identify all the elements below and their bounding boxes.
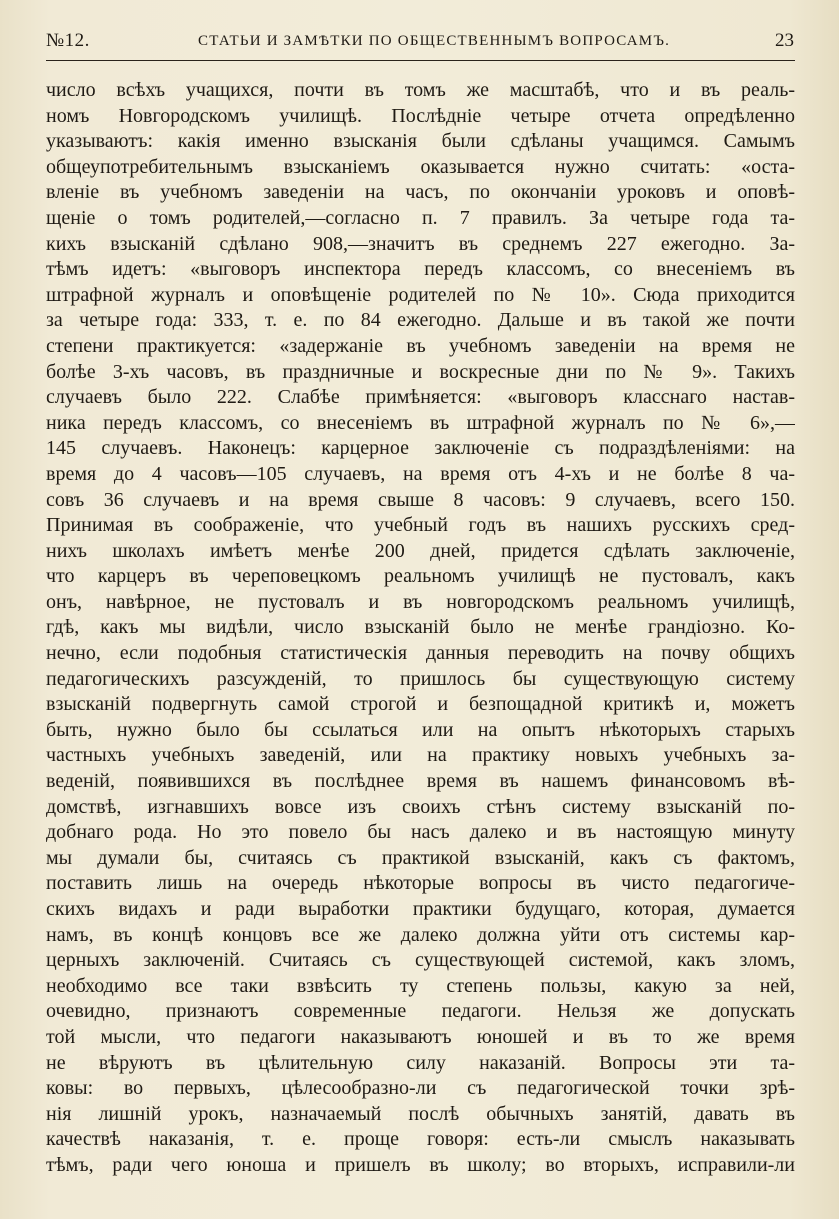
- text-line: тѣмъ идетъ: «выговоръ инспектора передъ классомъ, со внесеніемъ въ: [46, 258, 795, 281]
- text-line: кихъ взысканій сдѣлано 908,—значитъ въ среднемъ 227 ежегодно. За-: [46, 232, 795, 255]
- text-line: 145 случаевъ. Наконецъ: карцерное заключеніе съ подраздѣленіями: на: [46, 437, 795, 460]
- text-line: штрафной журналъ и оповѣщеніе родителей по № 10». Сюда приходится: [46, 283, 795, 306]
- text-line: мы думали бы, считаясь съ практикой взысканій, какъ съ фактомъ,: [46, 846, 795, 869]
- text-line: болѣе 3-хъ часовъ, въ праздничные и воскресные дни по № 9». Такихъ: [46, 360, 795, 383]
- running-header: [46, 30, 794, 58]
- text-line: частныхъ учебныхъ заведеній, или на практику новыхъ учебныхъ за-: [46, 744, 795, 767]
- text-line: общеупотребительнымъ взысканіемъ оказывается нужно считать: «оста-: [46, 155, 795, 178]
- text-line: необходимо все таки взвѣсить ту степень пользы, какую за ней,: [46, 974, 795, 997]
- text-line: гдѣ, какъ мы видѣли, число взысканій было не менѣе грандіозно. Ко-: [46, 616, 795, 639]
- text-line: за четыре года: 333, т. е. по 84 ежегодно. Дальше и въ такой же почти: [46, 309, 795, 332]
- header-title: СТАТЬИ И ЗАМѢТКИ ПО ОБЩЕСТВЕННЫМЪ ВОПРОСАМЪ.: [198, 33, 671, 49]
- text-line: педагогическихъ разсужденій, то пришлось бы существующую систему: [46, 667, 795, 690]
- text-line: веденій, появившихся въ послѣднее время въ нашемъ финансовомъ вѣ-: [46, 770, 795, 793]
- text-line: тѣмъ, ради чего юноша и пришелъ въ школу; во вторыхъ, исправили-ли: [46, 1153, 795, 1176]
- page-number: 23: [775, 30, 794, 51]
- text-line: скихъ видахъ и ради выработки практики будущаго, которая, думается: [46, 898, 795, 920]
- text-line: взысканій подвергнуть самой строгой и безпощадной критикѣ и, можетъ: [46, 693, 795, 716]
- text-line: церныхъ заключеній. Считаясь съ существующей системой, какъ зломъ,: [46, 949, 795, 972]
- text-line: ковы: во первыхъ, цѣлесообразно-ли съ педагогической точки зрѣ-: [46, 1077, 795, 1100]
- text-line: Принимая въ соображеніе, что учебный годъ въ нашихъ русскихъ сред-: [46, 514, 795, 537]
- body-text: [46, 78, 795, 1179]
- issue-number: №12.: [46, 30, 90, 51]
- text-line: что карцеръ въ череповецкомъ реальномъ училищѣ не пустовалъ, какъ: [46, 565, 795, 588]
- text-line: совъ 36 случаевъ и на время свыше 8 часовъ: 9 случаевъ, всего 150.: [46, 488, 795, 511]
- text-line: щеніе о томъ родителей,—согласно п. 7 правилъ. За четыре года та-: [46, 206, 795, 229]
- text-line: ника передъ классомъ, со внесеніемъ въ штрафной журналъ по № 6»,—: [46, 411, 795, 434]
- text-line: очевидно, признаютъ современные педагоги. Нельзя же допускать: [46, 1000, 795, 1023]
- text-line: указываютъ: какія именно взысканія были сдѣланы учащимся. Самымъ: [46, 130, 795, 153]
- text-line: той мысли, что педагоги наказываютъ юношей и въ то же время: [46, 1025, 795, 1048]
- text-line: нія лишній урокъ, назначаемый послѣ обычныхъ занятій, давать въ: [46, 1102, 795, 1125]
- text-line: добнаго рода. Но это повело бы насъ далеко и въ настоящую минуту: [46, 821, 795, 844]
- text-line: нечно, если подобныя статистическія данныя переводить на почву общихъ: [46, 642, 795, 665]
- text-line: случаевъ было 222. Слабѣе примѣняется: «выговоръ класснаго настав-: [46, 386, 795, 409]
- text-line: степени практикуется: «задержаніе въ учебномъ заведеніи на время не: [46, 334, 795, 357]
- text-line: быть, нужно было бы ссылаться или на опытъ нѣкоторыхъ старыхъ: [46, 718, 795, 741]
- text-line: домствѣ, изгнавшихъ вовсе изъ своихъ стѣнъ систему взысканій по-: [46, 795, 795, 818]
- text-line: нихъ школахъ имѣетъ менѣе 200 дней, придется сдѣлать заключеніе,: [46, 539, 795, 562]
- text-line: число всѣхъ учащихся, почти въ томъ же масштабѣ, что и въ реаль-: [46, 79, 795, 101]
- text-line: намъ, въ концѣ концовъ все же далеко должна уйти отъ системы кар-: [46, 923, 795, 946]
- text-line: онъ, навѣрное, не пустовалъ и въ новгородскомъ реальномъ училищѣ,: [46, 590, 795, 613]
- text-line: качествѣ наказанія, т. е. проще говоря: есть-ли смыслъ наказывать: [46, 1128, 795, 1151]
- text-line: номъ Новгородскомъ училищѣ. Послѣдніе четыре отчета опредѣленно: [46, 104, 795, 127]
- text-line: вленіе въ учебномъ заведеніи на часъ, по окончаніи уроковъ и оповѣ-: [46, 181, 795, 204]
- text-line: не вѣруютъ въ цѣлительную силу наказаній. Вопросы эти та-: [46, 1051, 795, 1074]
- header-rule: [46, 60, 795, 61]
- text-line: время до 4 часовъ—105 случаевъ, на время отъ 4-хъ и не болѣе 8 ча-: [46, 462, 795, 485]
- text-line: поставить лишь на очередь нѣкоторые вопросы въ чисто педагогиче-: [46, 872, 795, 895]
